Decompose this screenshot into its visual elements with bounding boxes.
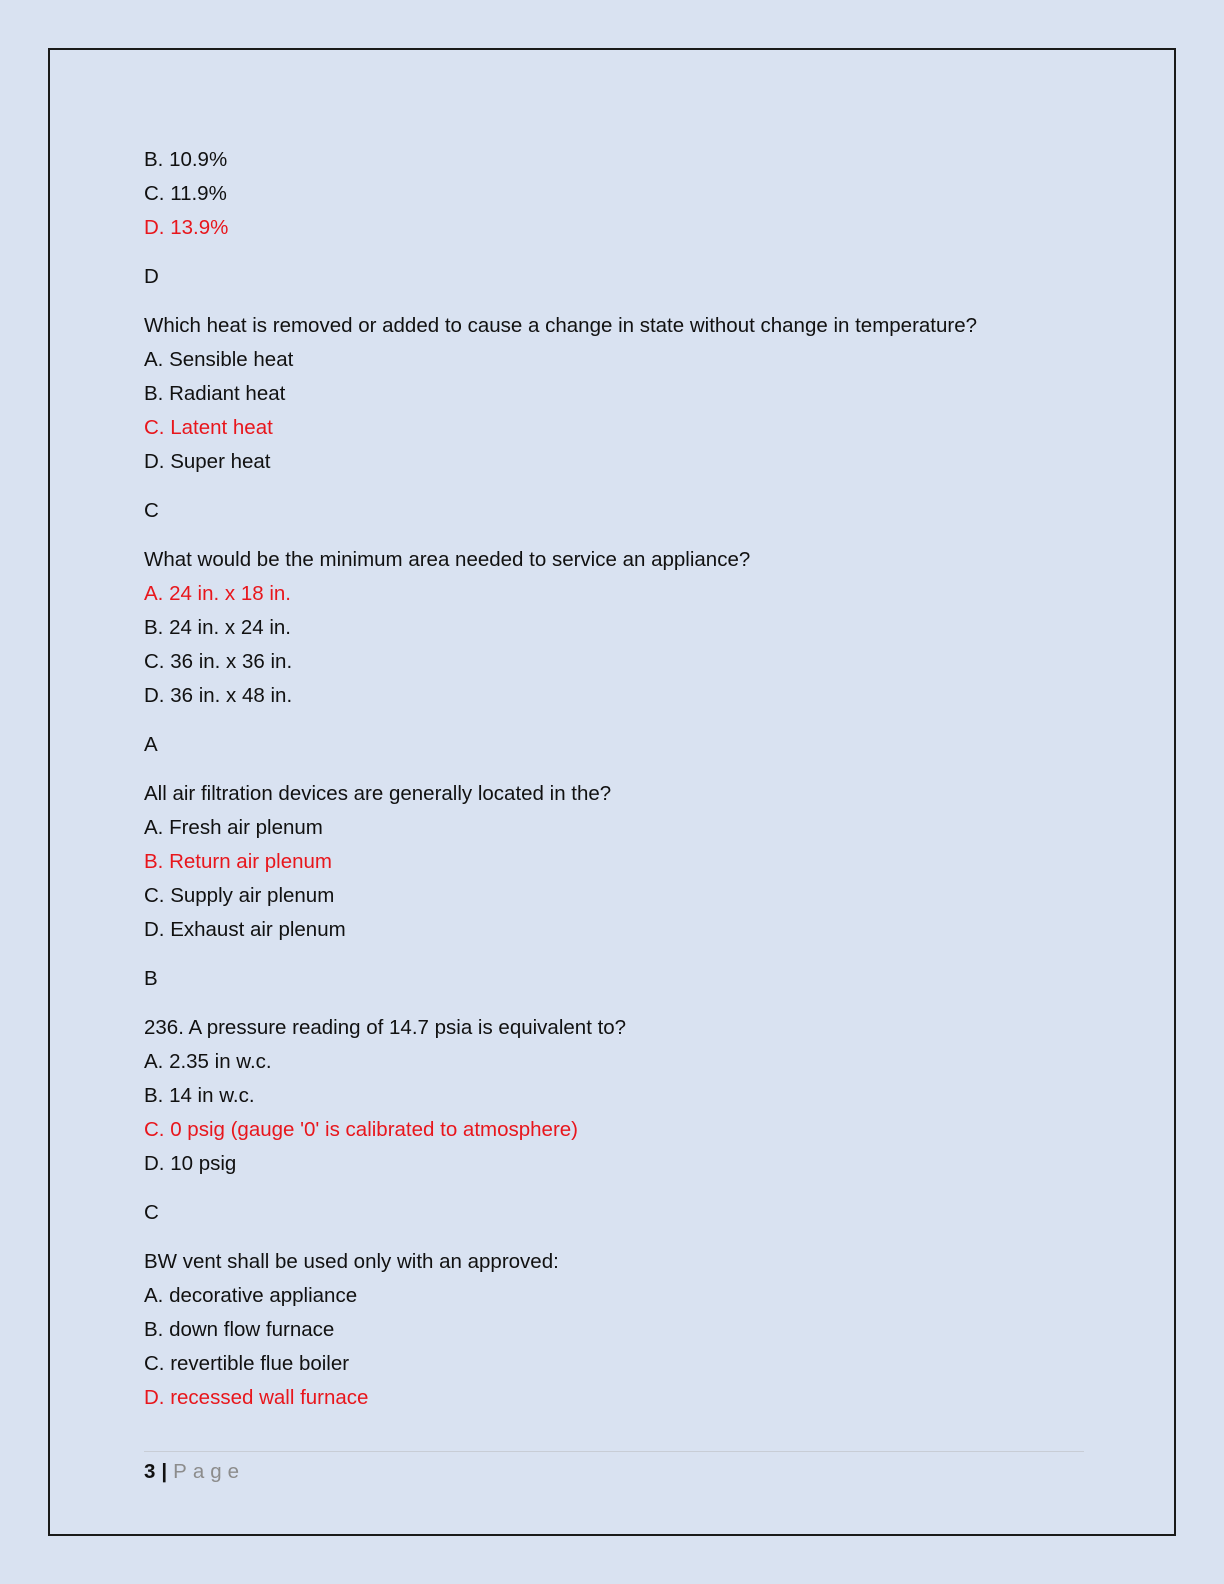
footer-divider <box>144 1451 1084 1452</box>
document-body <box>144 143 1084 1415</box>
answer-option: D. Exhaust air plenum <box>144 918 346 941</box>
answer-key: B <box>144 967 158 990</box>
answer-option: B. Radiant heat <box>144 382 286 405</box>
question-text: What would be the minimum area needed to service an appliance? <box>144 548 751 571</box>
answer-option: B. 10.9% <box>144 148 228 171</box>
answer-option: B. 24 in. x 24 in. <box>144 616 292 639</box>
answer-key: A <box>144 733 158 756</box>
answer-option: C. 36 in. x 36 in. <box>144 650 293 673</box>
page-footer <box>144 1456 245 1488</box>
page-number: 3 <box>144 1460 156 1483</box>
correct-option: B. Return air plenum <box>144 850 333 873</box>
correct-option: D. recessed wall furnace <box>144 1386 369 1409</box>
answer-option: A. decorative appliance <box>144 1284 358 1307</box>
answer-key: D <box>144 265 159 288</box>
question-text: All air filtration devices are generally located in the? <box>144 782 612 805</box>
answer-option: D. 36 in. x 48 in. <box>144 684 293 707</box>
answer-option: A. 2.35 in w.c. <box>144 1050 272 1073</box>
answer-key: C <box>144 499 159 522</box>
correct-option: A. 24 in. x 18 in. <box>144 582 292 605</box>
footer-separator: | <box>161 1460 168 1483</box>
correct-option: C. Latent heat <box>144 416 273 439</box>
question-text: Which heat is removed or added to cause a change in state without change in temperature? <box>144 314 978 337</box>
answer-option: B. down flow furnace <box>144 1318 335 1341</box>
correct-option: D. 13.9% <box>144 216 229 239</box>
question-text: BW vent shall be used only with an approved: <box>144 1250 559 1273</box>
answer-option: A. Sensible heat <box>144 348 294 371</box>
correct-option: C. 0 psig (gauge '0' is calibrated to atmosphere) <box>144 1118 579 1141</box>
answer-option: D. 10 psig <box>144 1152 237 1175</box>
answer-key: C <box>144 1201 159 1224</box>
answer-option: B. 14 in w.c. <box>144 1084 255 1107</box>
page-label: Page <box>173 1460 246 1483</box>
answer-option: D. Super heat <box>144 450 271 473</box>
answer-option: C. 11.9% <box>144 182 227 205</box>
answer-option: C. Supply air plenum <box>144 884 335 907</box>
answer-option: C. revertible flue boiler <box>144 1352 350 1375</box>
answer-option: A. Fresh air plenum <box>144 816 323 839</box>
question-text: 236. A pressure reading of 14.7 psia is equivalent to? <box>144 1016 627 1039</box>
